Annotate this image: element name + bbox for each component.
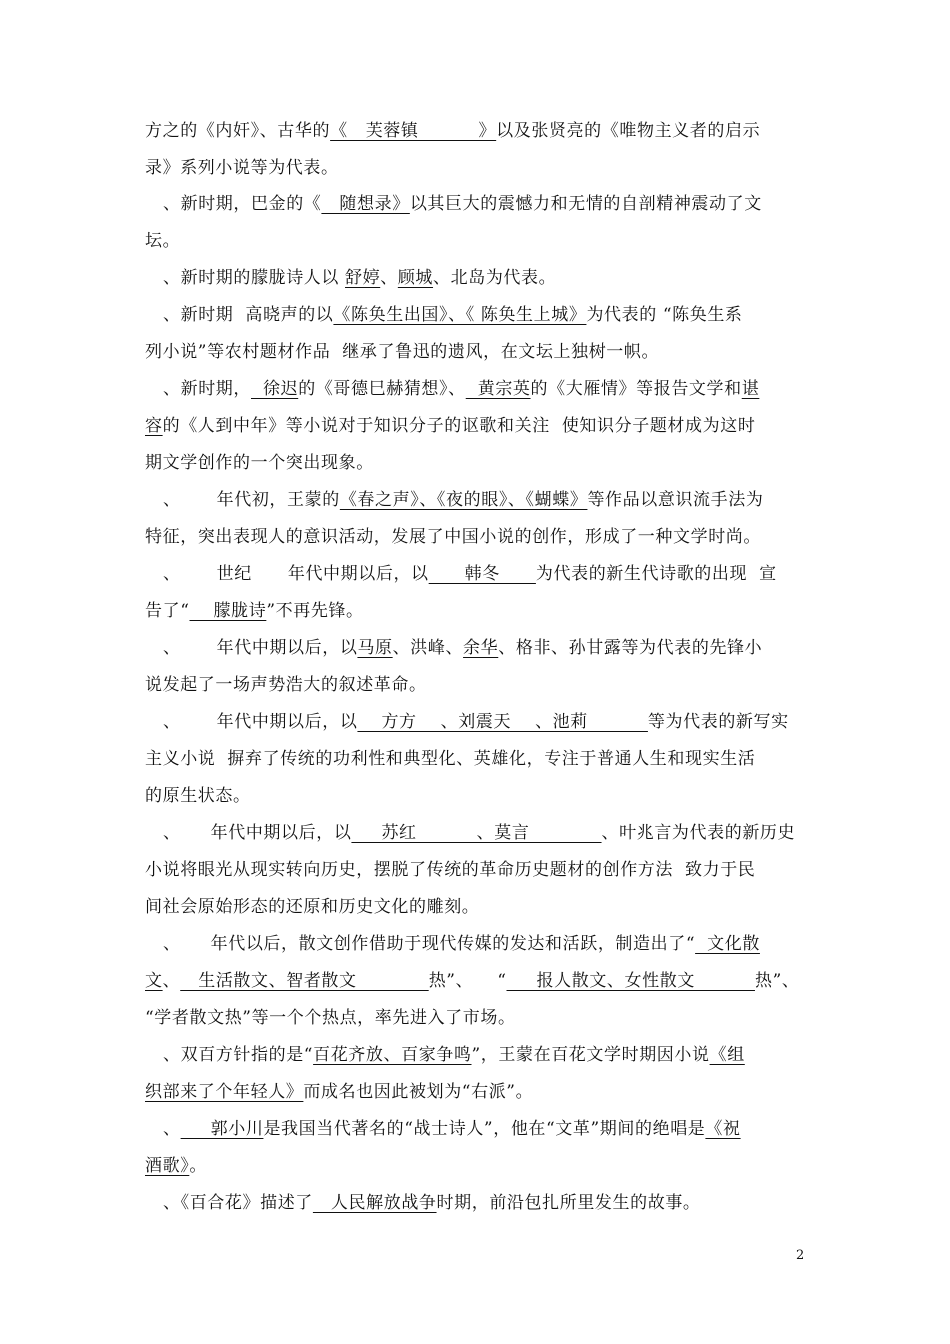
- underlined-answer: 郭小川: [180, 1119, 264, 1139]
- text-segment: 录》系列小说等为代表。: [145, 158, 339, 178]
- text-line: [145, 672, 815, 698]
- text-segment: 以及张贤亮的《唯物主义者的启示: [496, 121, 761, 141]
- underlined-answer: 马原: [357, 638, 393, 658]
- text-line: [163, 820, 833, 846]
- text-line: [145, 857, 815, 883]
- text-segment: 等作品以意识流手法为: [587, 490, 764, 510]
- text-segment: 、 年代初，王蒙的: [163, 490, 340, 510]
- text-line: [145, 746, 815, 772]
- text-segment: 、: [163, 1119, 181, 1139]
- text-segment: 的原生状态。: [145, 786, 251, 806]
- underlined-answer: 《祝: [705, 1119, 741, 1139]
- text-line: [145, 118, 815, 144]
- text-line: [163, 1042, 833, 1068]
- text-segment: 方之的《内奸》、古华的: [145, 121, 331, 141]
- underlined-answer: 《组: [709, 1045, 745, 1065]
- text-line: [145, 450, 815, 476]
- underlined-answer: 文: [145, 971, 163, 991]
- text-line: [145, 968, 815, 994]
- text-line: [163, 265, 833, 291]
- text-segment: 、叶兆言为代表的新历史: [601, 823, 796, 843]
- underlined-answer: 百花齐放、百家争鸣: [313, 1045, 472, 1065]
- text-segment: 、北岛为代表。: [433, 268, 557, 288]
- text-line: [163, 931, 833, 957]
- underlined-answer: 随想录》: [321, 194, 410, 214]
- text-line: [145, 524, 815, 550]
- text-segment: 。: [189, 1156, 207, 1176]
- underlined-answer: 《陈奂生出国》、《 陈奂生上城》: [333, 305, 587, 325]
- underlined-answer: 顾城: [397, 268, 434, 288]
- text-segment: 坛。: [145, 231, 181, 251]
- text-line: [163, 561, 833, 587]
- text-segment: 、: [162, 971, 181, 991]
- text-segment: 、 年代中期以后，以: [163, 823, 352, 843]
- text-segment: 、: [380, 268, 398, 288]
- text-segment: 、 世纪 年代中期以后，以: [163, 564, 429, 584]
- text-segment: 、新时期，巴金的《: [163, 194, 322, 214]
- text-segment: 等为代表的新写实: [647, 712, 789, 732]
- text-segment: 特征，突出表现人的意识活动，发展了中国小说的创作，形成了一种文学时尚。: [145, 527, 761, 547]
- text-segment: 说发起了一场声势浩大的叙述革命。: [145, 675, 427, 695]
- text-line: [163, 302, 833, 328]
- text-line: [145, 228, 815, 254]
- text-line: [163, 1190, 833, 1216]
- text-segment: ”，王蒙在百花文学时期因小说: [471, 1045, 710, 1065]
- text-segment: 告了“: [145, 601, 190, 621]
- text-segment: 、 年代中期以后，以: [163, 638, 358, 658]
- text-segment: “学者散文热”等一个个热点，率先进入了市场。: [145, 1008, 516, 1028]
- text-segment: 是我国当代著名的“战士诗人”，他在“文革”期间的绝唱是: [263, 1119, 706, 1139]
- text-line: [145, 1079, 815, 1105]
- text-line: [145, 1005, 815, 1031]
- text-segment: ”不再先锋。: [266, 601, 364, 621]
- text-line: [163, 1116, 833, 1142]
- text-line: [145, 598, 815, 624]
- underlined-answer: 人民解放战争: [312, 1193, 437, 1213]
- text-segment: 时期，前沿包扎所里发生的故事。: [436, 1193, 701, 1213]
- text-segment: 、《百合花》描述了: [163, 1193, 313, 1213]
- underlined-answer: 生活散文、智者散文: [180, 971, 429, 991]
- text-segment: 期文学创作的一个突出现象。: [145, 453, 374, 473]
- text-segment: 、 年代以后，散文创作借助于现代传媒的发达和活跃，制造出了“: [163, 934, 696, 954]
- underlined-answer: 苏红 、莫言: [351, 823, 602, 843]
- text-segment: 为代表的新生代诗歌的出现 宣: [535, 564, 777, 584]
- text-segment: 、新时期的朦胧诗人以: [163, 268, 346, 288]
- text-segment: 热”、 “: [428, 971, 507, 991]
- text-segment: 小说将眼光从现实转向历史，摆脱了传统的革命历史题材的创作方法 致力于民: [145, 860, 756, 880]
- text-segment: 为代表的 “陈奂生系: [586, 305, 743, 325]
- text-line: [163, 191, 833, 217]
- text-line: [163, 635, 833, 661]
- underlined-answer: 谌: [741, 379, 760, 399]
- underlined-answer: 方方 、刘震天 、池莉: [357, 712, 648, 732]
- text-segment: 的《大雁情》等报告文学和: [530, 379, 742, 399]
- text-segment: 而成名也因此被划为“右派”。: [303, 1082, 534, 1102]
- text-segment: 、 年代中期以后，以: [163, 712, 358, 732]
- underlined-answer: 酒歌》: [145, 1156, 190, 1176]
- underlined-answer: 韩冬: [428, 564, 536, 584]
- text-segment: 的《人到中年》等小说对于知识分子的讴歌和关注 使知识分子题材成为这时: [162, 416, 756, 436]
- underlined-answer: 《 芙蓉镇 》: [330, 121, 497, 141]
- text-line: [145, 155, 815, 181]
- text-segment: 间社会原始形态的还原和历史文化的雕刻。: [145, 897, 480, 917]
- text-line: [163, 709, 833, 735]
- text-segment: 、格非、孙甘露等为代表的先锋小: [498, 638, 763, 658]
- text-line: [145, 339, 815, 365]
- text-segment: 主义小说 摒弃了传统的功利性和典型化、英雄化，专注于普通人生和现实生活: [145, 749, 756, 769]
- text-line: [145, 1153, 815, 1179]
- text-segment: 、洪峰、: [392, 638, 464, 658]
- underlined-answer: 徐迟: [251, 379, 299, 399]
- underlined-answer: 朦胧诗: [189, 601, 267, 621]
- text-segment: 、双百方针指的是“: [163, 1045, 314, 1065]
- text-segment: 、新时期 高晓声的以: [163, 305, 334, 325]
- underlined-answer: 容: [145, 416, 163, 436]
- text-line: [145, 894, 815, 920]
- text-segment: 以其巨大的震憾力和无情的自剖精神震动了文: [409, 194, 762, 214]
- underlined-answer: 报人散文、女性散文: [506, 971, 755, 991]
- underlined-answer: 织部来了个年轻人》: [145, 1082, 304, 1102]
- text-segment: 的《哥德巳赫猜想》、: [298, 379, 466, 399]
- underlined-answer: 《春之声》、《夜的眼》、《蝴蝶》: [339, 490, 588, 510]
- text-line: [145, 413, 815, 439]
- text-segment: 列小说”等农村题材作品 继承了鲁迅的遗风，在文坛上独树一帜。: [145, 342, 660, 362]
- page-number: 2: [796, 1248, 805, 1263]
- underlined-answer: 舒婷: [345, 268, 381, 288]
- text-segment: 热”、: [754, 971, 800, 991]
- text-line: [163, 487, 833, 513]
- text-line: [163, 376, 833, 402]
- text-line: [145, 783, 815, 809]
- text-segment: 、新时期，: [163, 379, 251, 399]
- underlined-answer: 余华: [463, 638, 499, 658]
- underlined-answer: 文化散: [695, 934, 760, 954]
- underlined-answer: 黄宗英: [465, 379, 531, 399]
